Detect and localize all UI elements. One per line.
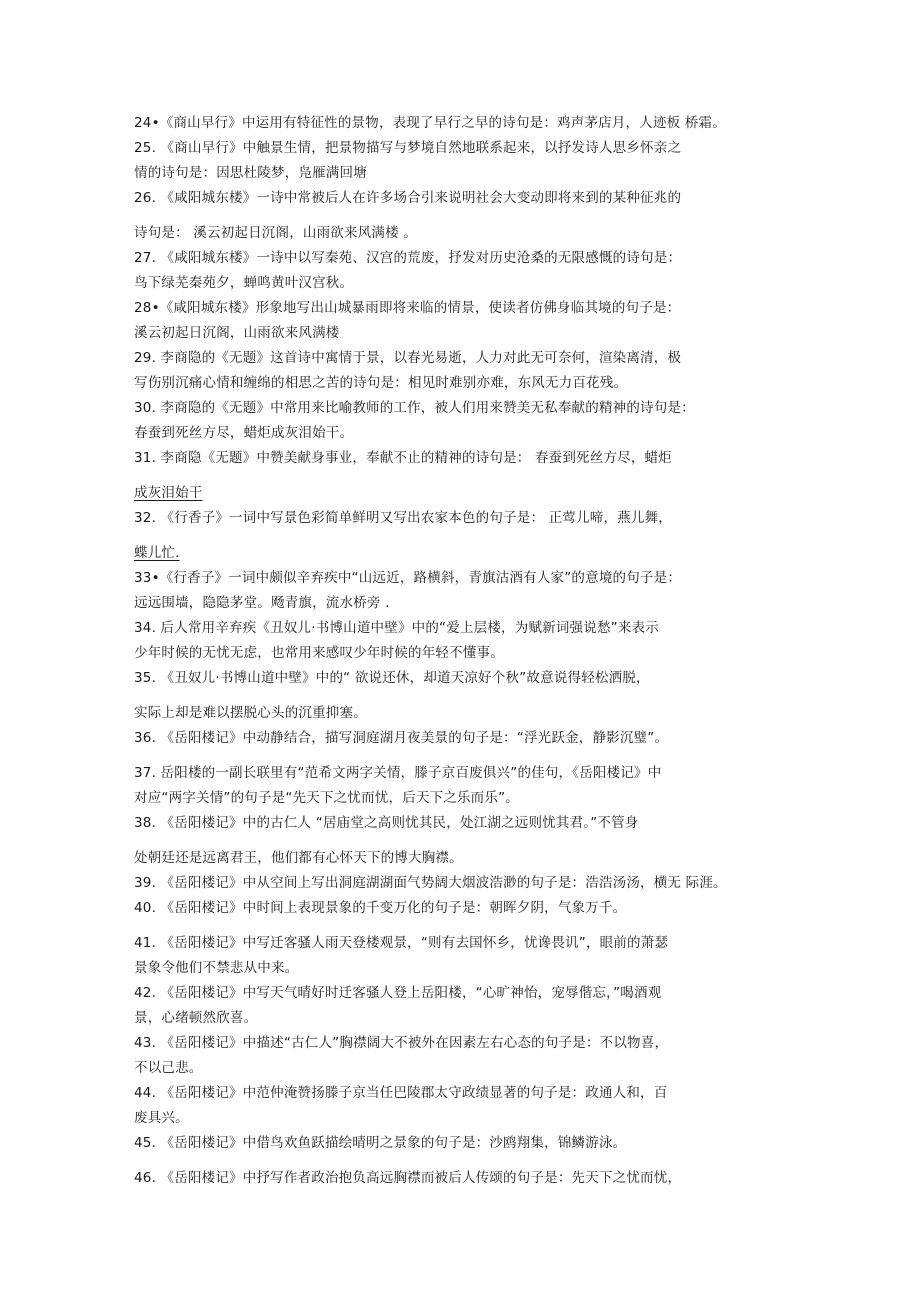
text-line: 32. 《行香子》一词中写景色彩简单鲜明又写出农家本色的句子是： 正莺儿啼，燕儿舞， bbox=[134, 510, 672, 526]
text-line: 鸟下绿芜秦苑夕，蝉鸣黄叶汉宫秋。 bbox=[134, 275, 354, 291]
underlined-answer: 蝶儿忙. bbox=[134, 545, 180, 561]
text-line: 少年时候的无忧无虑，也常用来感叹少年时候的年轻不懂事。 bbox=[134, 645, 504, 661]
text-line: 处朝廷还是远离君王，他们都有心怀天下的博大胸襟。 bbox=[134, 850, 463, 866]
text-line: 26. 《咸阳城东楼》一诗中常被后人在许多场合引来说明社会大变动即将来到的某种征兆的 bbox=[134, 190, 682, 206]
text-line: 24•《商山早行》中运用有特征性的景物，表现了早行之早的诗句是：鸡声茅店月，人迹板 桥霜。 bbox=[134, 115, 726, 131]
text-line: 实际上却是难以摆脱心头的沉重抑塞。 bbox=[134, 705, 367, 721]
text-line: 42. 《岳阳楼记》中写天气晴好时迁客骚人登上岳阳楼，“心旷神怡，宠辱偕忘，”喝酒观 bbox=[134, 985, 662, 1001]
text-line: 溪云初起日沉阁，山雨欲来风满楼 bbox=[134, 325, 340, 341]
text-line: 39. 《岳阳楼记》中从空间上写出洞庭湖湖面气势阔大烟波浩渺的句子是：浩浩汤汤，横无 际涯。 bbox=[134, 875, 727, 891]
text-line: 远远围墙，隐隐茅堂。飏青旗，流水桥旁 . bbox=[134, 595, 390, 611]
text-line: 情的诗句是：因思杜陵梦，凫雁满回塘 bbox=[134, 165, 367, 181]
text-line: 44. 《岳阳楼记》中范仲淹赞扬滕子京当任巴陵郡太守政绩显著的句子是：政通人和，百 bbox=[134, 1085, 668, 1101]
text-line: 春蚕到死丝方尽，蜡炬成灰泪始干。 bbox=[134, 425, 354, 441]
text-line: 28•《咸阳城东楼》形象地写出山城暴雨即将来临的情景，使读者仿佛身临其境的句子是： bbox=[134, 300, 681, 316]
text-line: 30. 李商隐的《无题》中常用来比喻教师的工作，被人们用来赞美无私奉献的精神的诗句是： bbox=[134, 400, 695, 416]
text-line: 43. 《岳阳楼记》中描述“古仁人”胸襟阔大不被外在因素左右心态的句子是：不以物喜， bbox=[134, 1035, 669, 1051]
text-line: 29. 李商隐的《无题》这首诗中寓情于景，以春光易逝，人力对此无可奈何，渲染离清，极 bbox=[134, 350, 682, 366]
text-line: 33•《行香子》一词中颇似辛弃疾中“山远近，路横斜，青旗沽酒有人家”的意境的句子是： bbox=[134, 570, 682, 586]
text-line: 废具兴。 bbox=[134, 1110, 189, 1126]
text-line: 景，心绪顿然欣喜。 bbox=[134, 1010, 258, 1026]
text-line: 46. 《岳阳楼记》中抒写作者政治抱负高远胸襟而被后人传颂的句子是：先天下之忧而忧， bbox=[134, 1170, 682, 1186]
text-line: 不以己悲。 bbox=[134, 1060, 203, 1076]
text-line: 写伤别沉痛心情和缠绵的相思之苦的诗句是：相见时难别亦难，东风无力百花残。 bbox=[134, 375, 628, 391]
text-line: 45. 《岳阳楼记》中借鸟欢鱼跃描绘晴明之景象的句子是：沙鸥翔集，锦鳞游泳。 bbox=[134, 1135, 627, 1151]
text-line: 41. 《岳阳楼记》中写迁客骚人雨天登楼观景，“则有去国怀乡，忧谗畏讥”，眼前的萧瑟 bbox=[134, 935, 669, 951]
underlined-answer: 成灰泪始干 bbox=[134, 485, 203, 501]
text-line: 35. 《丑奴儿·书博山道中壁》中的“ 欲说还休，却道天凉好个秋”故意说得轻松洒脱， bbox=[134, 670, 650, 686]
text-line: 27. 《咸阳城东楼》一诗中以写秦苑、汉宫的荒废，抒发对历史沧桑的无限感慨的诗句是： bbox=[134, 250, 682, 266]
text-line: 38. 《岳阳楼记》中的古仁人 “居庙堂之高则忧其民，处江湖之远则忧其君。”不管身 bbox=[134, 815, 639, 831]
text-line: 36. 《岳阳楼记》中动静结合，描写洞庭湖月夜美景的句子是：“浮光跃金，静影沉璧”。 bbox=[134, 730, 669, 746]
text-line: 对应“两字关情”的句子是“先天下之忧而忧，后天下之乐而乐”。 bbox=[134, 790, 519, 806]
text-line: 40. 《岳阳楼记》中时间上表现景象的千变万化的句子是：朝晖夕阴，气象万千。 bbox=[134, 900, 627, 916]
text-line: 34. 后人常用辛弃疾《丑奴儿·书博山道中壁》中的“爱上层楼，为赋新词强说愁”来表示 bbox=[134, 620, 659, 636]
text-line: 诗句是： 溪云初起日沉阁，山雨欲来风满楼 。 bbox=[134, 225, 417, 241]
text-line: 37. 岳阳楼的一副长联里有“范希文两字关情，滕子京百废俱兴”的佳句，《岳阳楼记》中 bbox=[134, 765, 662, 781]
text-line: 景象令他们不禁悲从中来。 bbox=[134, 960, 299, 976]
text-line: 25. 《商山早行》中触景生情，把景物描写与梦境自然地联系起来，以抒发诗人思乡怀亲之 bbox=[134, 140, 682, 156]
text-line: 31. 李商隐《无题》中赞美献身事业，奉献不止的精神的诗句是： 春蚕到死丝方尽，蜡炬 bbox=[134, 450, 672, 466]
